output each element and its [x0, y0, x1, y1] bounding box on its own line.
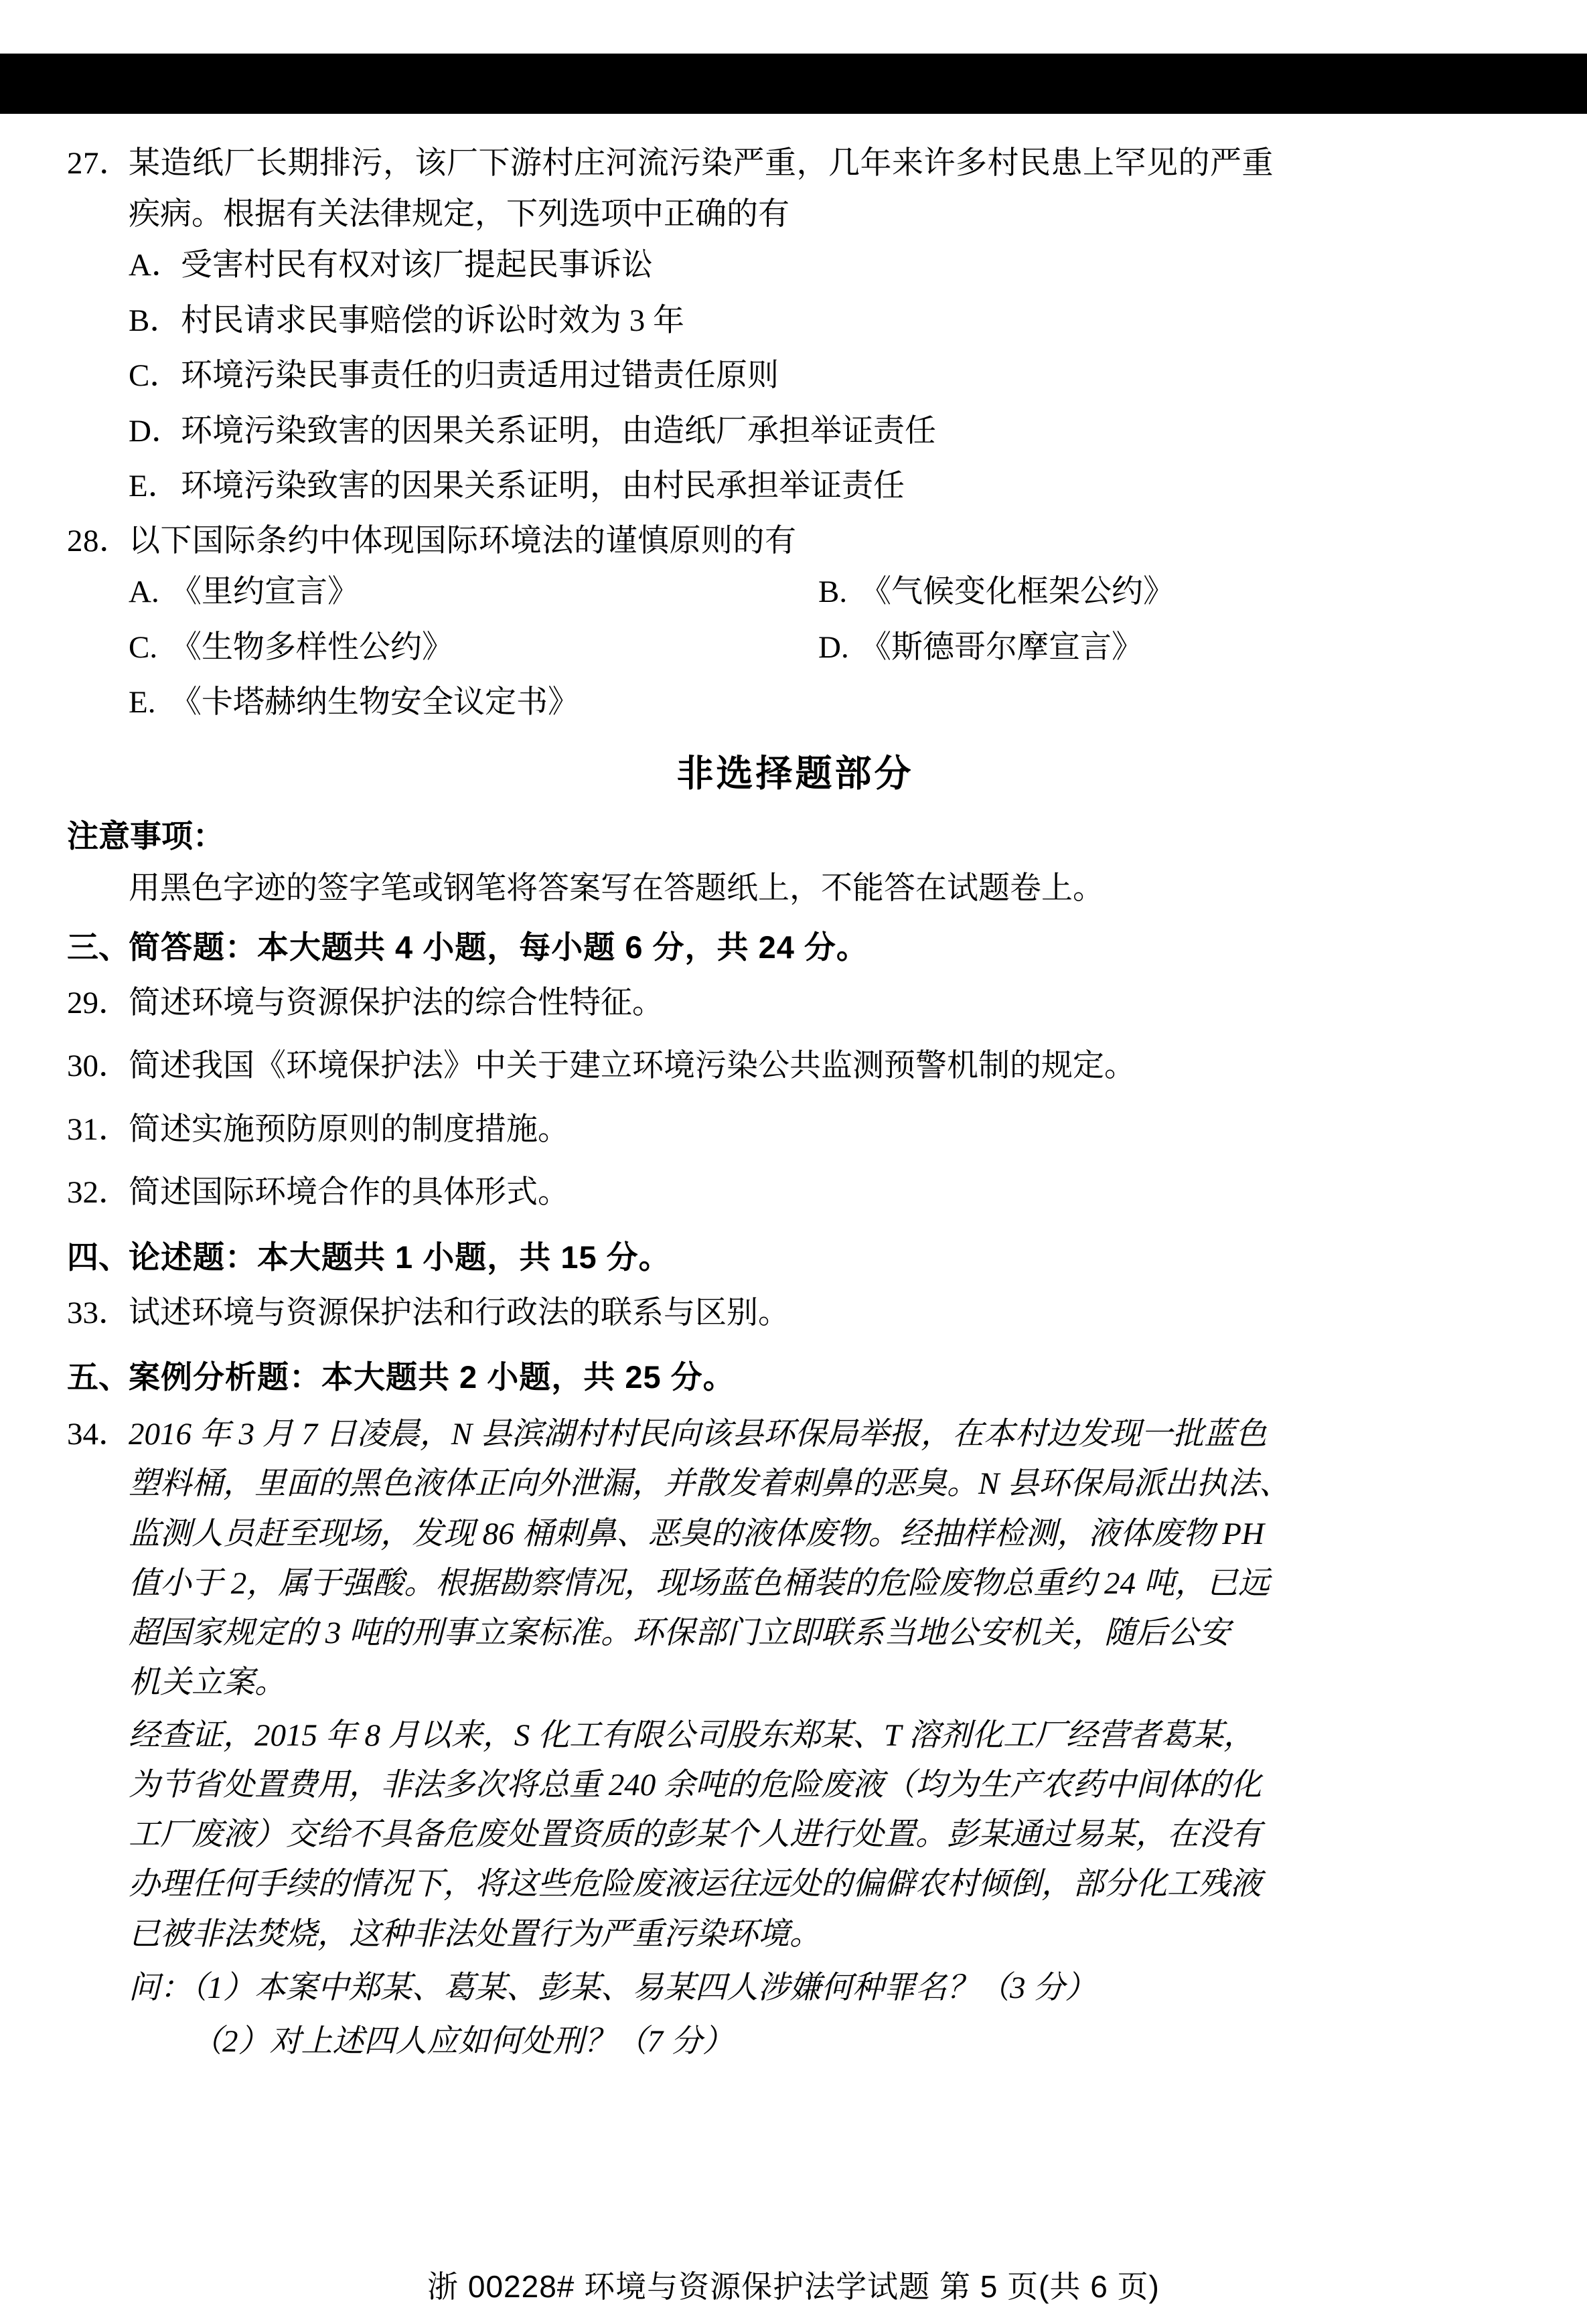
option-c-text: 环境污染民事责任的归责适用过错责任原则: [181, 358, 779, 394]
question-30: [67, 1042, 1523, 1090]
part-five-text: 案例分析题：本大题共 2 小题，共 25 分。: [129, 1359, 735, 1395]
question-29: [67, 980, 1523, 1027]
question-34-sub-question-2: （2）对上述四人应如何处刑？（7 分）: [191, 2024, 734, 2060]
option-c-key: C．: [129, 358, 181, 394]
option-b-text: 《气候变化框架公约》: [860, 574, 1175, 610]
notice-text: 用黑色字迹的签字笔或钢笔将答案写在答题纸上，不能答在试题卷上。: [129, 870, 1104, 906]
option-e-text: 《卡塔赫纳生物安全议定书》: [170, 685, 579, 720]
question-30-text: 简述我国《环境保护法》中关于建立环境污染公共监测预警机制的规定。: [129, 1049, 1136, 1084]
question-27-option-b[interactable]: [67, 297, 1523, 345]
option-b-text: 村民请求民事赔偿的诉讼时效为 3 年: [181, 303, 684, 338]
question-34-para2-line5: 已被非法焚烧，这种非法处置行为严重污染环境。: [129, 1916, 821, 1952]
part-four-heading: [67, 1233, 1523, 1277]
question-28-option-a[interactable]: [129, 568, 818, 616]
question-28-options-row-1: [67, 568, 1523, 616]
question-34-number: 34．: [67, 1417, 130, 1452]
option-d-key: D.: [818, 629, 849, 665]
question-31: [67, 1106, 1523, 1154]
part-three-number: 三、: [67, 929, 130, 965]
option-a-key: A.: [129, 574, 159, 610]
non-choice-section-title: 非选择题部分: [676, 752, 914, 794]
option-c-text: 《生物多样性公约》: [170, 629, 453, 665]
question-33: [67, 1290, 1523, 1337]
question-34-para2-line1: 经查证，2015 年 8 月以来，S 化工有限公司股东郑某、T 溶剂化工厂经营者葛某，: [129, 1717, 1256, 1753]
question-28-options-row-3: [67, 679, 1523, 726]
question-34-para1-line6: 机关立案。: [129, 1665, 286, 1701]
question-29-text: 简述环境与资源保护法的综合性特征。: [129, 985, 664, 1020]
question-32-number: 32．: [67, 1175, 130, 1211]
question-33-number: 33．: [67, 1295, 130, 1330]
question-34-para1-line3: 监测人员赶至现场，发现 86 桶刺鼻、恶臭的液体废物。经抽样检测，液体废物 PH: [129, 1516, 1264, 1551]
option-a-text: 受害村民有权对该厂提起民事诉讼: [181, 248, 653, 283]
part-four-text: 论述题：本大题共 1 小题，共 15 分。: [129, 1239, 671, 1275]
option-d-text: 《斯德哥尔摩宣言》: [860, 629, 1143, 665]
option-a-key: A．: [129, 248, 183, 283]
question-34-para1-line1: 2016 年 3 月 7 日凌晨，N 县滨湖村村民向该县环保局举报，在本村边发现一批蓝色: [129, 1417, 1267, 1452]
question-32-text: 简述国际环境合作的具体形式。: [129, 1175, 569, 1211]
option-b-key: B．: [129, 303, 181, 338]
question-34-para2-line4: 办理任何手续的情况下，将这些危险废液运往远处的偏僻农村倾倒，部分化工残液: [129, 1867, 1262, 1902]
question-31-number: 31．: [67, 1111, 130, 1147]
question-34-sub-question-1: 问：（1）本案中郑某、葛某、彭某、易某四人涉嫌何种罪名？（3 分）: [129, 1970, 1097, 2005]
question-28-number: 28．: [67, 523, 131, 558]
question-30-number: 30．: [67, 1049, 130, 1084]
question-28-option-c[interactable]: [129, 624, 818, 672]
option-c-key: C.: [129, 629, 158, 665]
question-34-line-1: [67, 1409, 1523, 1459]
page-content: [0, 141, 1587, 2066]
question-34-para1-line2: 塑料桶，里面的黑色液体正向外泄漏，并散发着刺鼻的恶臭。N 县环保局派出执法、: [129, 1466, 1291, 1502]
question-27-option-a[interactable]: [67, 242, 1523, 289]
question-27-stem-line-2: 疾病。根据有关法律规定，下列选项中正确的有: [129, 196, 789, 232]
question-34-para2-line3: 工厂废液）交给不具备危废处置资质的彭某个人进行处置。彭某通过易某，在没有: [129, 1817, 1262, 1853]
question-28-stem: 以下国际条约中体现国际环境法的谨慎原则的有: [129, 523, 797, 558]
question-27-option-d[interactable]: [67, 408, 1523, 455]
part-five-number: 五、: [67, 1359, 130, 1395]
part-three-text: 简答题：本大题共 4 小题，每小题 6 分，共 24 分。: [129, 929, 868, 965]
option-e-key: E．: [129, 469, 179, 504]
option-d-text: 环境污染致害的因果关系证明，由造纸厂承担举证责任: [181, 413, 936, 449]
question-32: [67, 1169, 1523, 1217]
question-31-text: 简述实施预防原则的制度措施。: [129, 1111, 569, 1147]
question-27: [67, 141, 1523, 187]
question-28: [67, 518, 1523, 565]
question-28-option-d[interactable]: [818, 624, 1523, 672]
part-five-heading: [67, 1352, 1523, 1397]
question-33-text: 试述环境与资源保护法和行政法的联系与区别。: [129, 1295, 789, 1330]
question-27-option-e[interactable]: [67, 463, 1523, 510]
question-27-option-c[interactable]: [67, 352, 1523, 400]
option-e-key: E.: [129, 685, 156, 720]
question-28-option-b[interactable]: [818, 568, 1523, 616]
option-d-key: D．: [129, 413, 183, 449]
option-b-key: B.: [818, 574, 848, 610]
part-three-heading: [67, 923, 1523, 967]
question-28-options-row-2: [67, 624, 1523, 672]
question-28-option-e[interactable]: [129, 679, 818, 726]
option-a-text: 《里约宣言》: [170, 574, 359, 610]
scan-artifact-bar: [0, 54, 1587, 114]
question-34: [67, 1409, 1523, 2066]
question-34-para2-line2: 为节省处置费用，非法多次将总重 240 余吨的危险废液（均为生产农药中间体的化: [129, 1767, 1262, 1802]
option-e-text: 环境污染致害的因果关系证明，由村民承担举证责任: [181, 469, 905, 504]
page-footer: 浙 00228# 环境与资源保护法学试题 第 5 页(共 6 页): [427, 2269, 1160, 2304]
part-four-number: 四、: [67, 1239, 130, 1275]
question-34-para1-line4: 值小于 2，属于强酸。根据勘察情况，现场蓝色桶装的危险废物总重约 24 吨，已远: [129, 1565, 1270, 1601]
question-27-number: 27．: [67, 146, 131, 181]
notice-label: 注意事项：: [67, 818, 224, 854]
question-34-para1-line5: 超国家规定的 3 吨的刑事立案标准。环保部门立即联系当地公安机关，随后公安: [129, 1616, 1230, 1651]
question-29-number: 29．: [67, 985, 130, 1020]
question-27-stem-line-1: 某造纸厂长期排污，该厂下游村庄河流污染严重，几年来许多村民患上罕见的严重: [129, 146, 1274, 181]
